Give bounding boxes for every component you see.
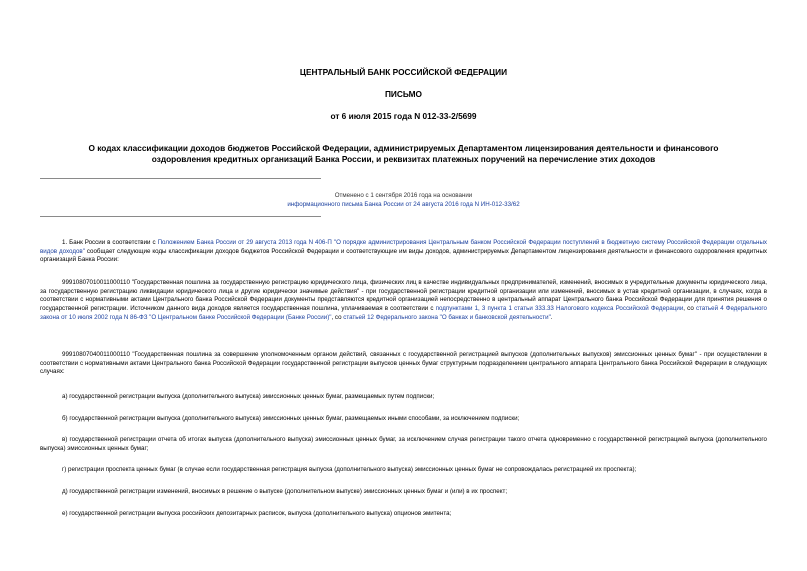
paragraph-1-text-b: сообщает следующие коды классификации доходов бюджетов Российской Федерации и соответствующие им виды доходов, администрируемых Департаментом лицензирования деятельности и финансового оздоровления кредитных организаций Банка России: (40, 247, 767, 264)
list-item-g: г) регистрации проспекта ценных бумаг (в случае если государственная регистрация выпуска (дополнительного выпуска) эмиссионных ценных бумаг не сопровождалась регистрацией их проспекта); (62, 466, 637, 473)
list-item-e: е) государственной регистрации выпуска российских депозитарных расписок, выпуска (дополнительного выпуска) опционов эмитента; (62, 510, 452, 517)
cancel-note-link[interactable]: информационного письма Банка России от 24 августа 2016 года N ИН-012-33/62 (287, 201, 520, 208)
cancel-note-text: Отменено с 1 сентября 2016 года на основании (334, 192, 473, 199)
paragraph-2-text-d: . (550, 313, 553, 321)
divider-bottom (40, 216, 321, 217)
list-item-d: д) государственной регистрации изменений, вносимых в решение о выпуске (дополнительном выпуске) эмиссионных ценных бумаг и (или) в их проспект; (62, 488, 508, 495)
link-federal-law-86[interactable]: статьей 4 Федерального закона от 10 июля 2002 года N 86-ФЗ "О Центральном банке Российской Федерации (Банке России)" (40, 305, 767, 321)
bank-name-heading: ЦЕНТРАЛЬНЫЙ БАНК РОССИЙСКОЙ ФЕДЕРАЦИИ (299, 67, 508, 77)
paragraph-3: 99910807040011000110 "Государственная пошлина за совершение уполномоченным органом действий, связанных с государственной регистрацией выпусков (дополнительных выпусков) эмиссионных ценных бумаг" - при осуществлении в соответствии с нормативными актами Центрального банка Российской Федерации государственной регистрации выпусков ценных бумаг структурным подразделением центрального аппарата Центрального банка Российской Федерации в следующих случаях: (40, 351, 767, 376)
list-item-b: б) государственной регистрации выпуска (дополнительного выпуска) эмиссионных ценных бумаг, размещаемых иными способами, за исключением подписки; (62, 415, 520, 422)
document-date-number: от 6 июля 2015 года N 012-33-2/5699 (330, 111, 477, 121)
paragraph-2-text-a: 99910807010011000110 "Государственная пошлина за государственную регистрацию юридического лица, физических лиц в качестве индивидуальных предпринимателей, изменений, вносимых в учредительные документы юридического лица, за государственную регистрацию ликвидации юридического лица и другие юридически значимые действия" - при государственной регистрации кредитной организации или изменений, вносимых в устав кредитной организации, в случаях, когда в соответствии с нормативными актами Центрального банка Российской Федерации документы представляются кредитной организацией непосредственно в центральный аппарат Центрального банка Российской Федерации для принятия решения о государственной регистрации. Источником данного вида доходов является государственная пошлина, уплачиваемая в соответствии с (40, 279, 767, 313)
list-item-v: в) государственной регистрации отчета об итогах выпуска (дополнительного выпуска) эмиссионных ценных бумаг, за исключением случая регистрации такого отчета одновременно с государственной регистрацией выпуска (дополнительного выпуска) эмиссионных ценных бумаг; (40, 436, 767, 452)
list-item-a: а) государственной регистрации выпуска (дополнительного выпуска) эмиссионных ценных бумаг, размещаемых путем подписки; (62, 393, 435, 400)
paragraph-2-text-c: , со (331, 313, 344, 321)
paragraph-2-text-b: , со (683, 305, 696, 313)
paragraph-2 (40, 279, 767, 323)
document-subject (40, 143, 767, 165)
link-banking-law-article-12[interactable]: статьей 12 Федерального закона "О банках и банковской деятельности" (343, 313, 551, 321)
subject-line-2: оздоровления кредитных организаций Банка России, и реквизитах платежных поручений на перечисление этих доходов (151, 154, 656, 164)
document-type-heading: ПИСЬМО (384, 89, 423, 99)
paragraph-1 (40, 239, 767, 265)
link-tax-code-article[interactable]: подпунктами 1, 3 пункта 1 статьи 333.33 Налогового кодекса Российской Федерации (435, 305, 684, 313)
divider-top (40, 178, 321, 179)
link-regulation-406p[interactable]: Положением Банка России от 29 августа 2013 года N 406-П "О порядке администрирования Центральным банком Российской Федерации поступлений в бюджетную систему Российской Федерации отдельных видов доходов" (40, 239, 767, 255)
paragraph-1-text-a: 1. Банк России в соответствии с (62, 239, 158, 246)
subject-line-1: О кодах классификации доходов бюджетов Российской Федерации, администрируемых Департаментом лицензирования деятельности и финансового (88, 143, 719, 153)
